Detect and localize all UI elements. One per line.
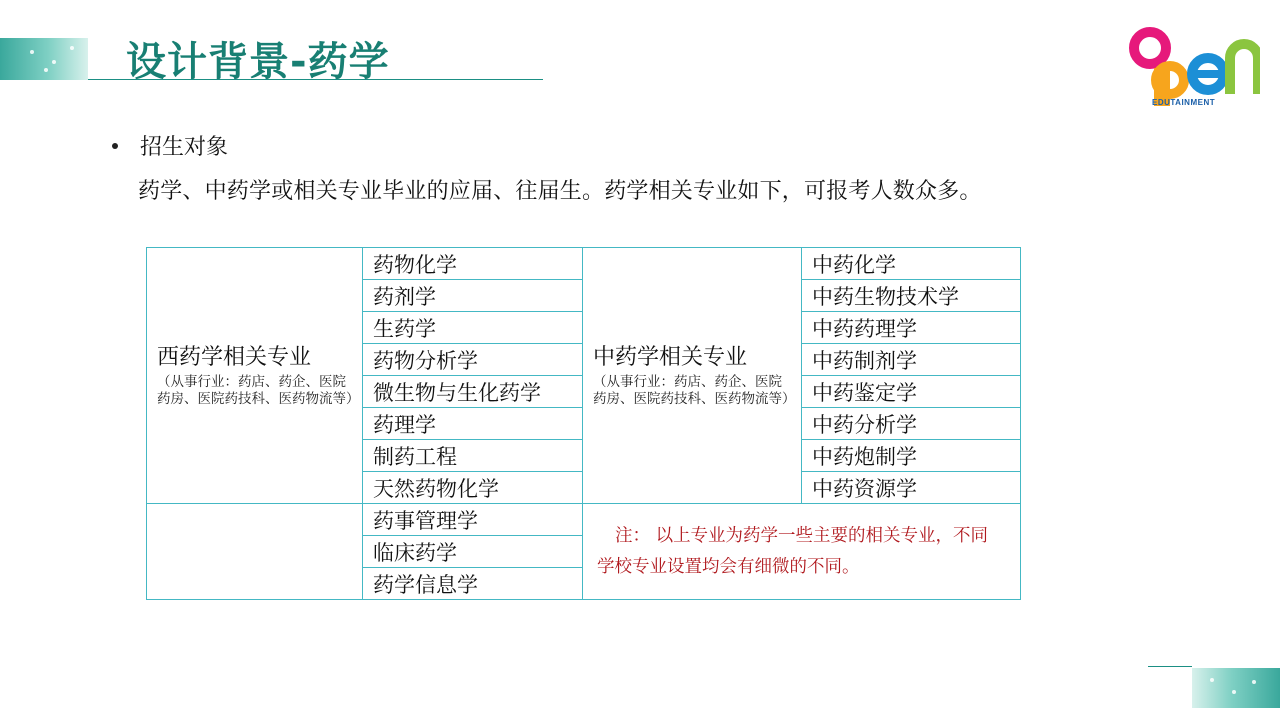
note-text: 注： 以上专业为药学一些主要的相关专业，不同学校专业设置均会有细微的不同。 — [583, 504, 1021, 600]
page-title: 设计背景-药学 — [126, 39, 390, 85]
western-item: 生药学 — [363, 312, 583, 344]
chinese-group-cell — [583, 248, 802, 504]
corner-line-bottom-right — [1148, 666, 1192, 667]
chinese-item: 中药资源学 — [802, 472, 1021, 504]
western-item: 临床药学 — [363, 536, 583, 568]
chinese-item: 中药鉴定学 — [802, 376, 1021, 408]
western-item: 药理学 — [363, 408, 583, 440]
majors-table — [146, 247, 1021, 600]
description-text: 药学、中药学或相关专业毕业的应届、往届生。药学相关专业如下，可报考人数众多。 — [138, 179, 982, 204]
chinese-item: 中药化学 — [802, 248, 1021, 280]
chinese-group-subtitle: （从事行业：药店、药企、医院药房、医院药技科、医药物流等） — [593, 373, 796, 407]
western-item: 药物分析学 — [363, 344, 583, 376]
western-item: 微生物与生化药学 — [363, 376, 583, 408]
chinese-group-title: 中药学相关专业 — [593, 344, 748, 370]
western-group-subtitle: （从事行业：药店、药企、医院药房、医院药技科、医药物流等） — [157, 373, 360, 407]
chinese-item: 中药药理学 — [802, 312, 1021, 344]
corner-decoration-bottom-right — [1192, 668, 1280, 708]
western-item: 药事管理学 — [363, 504, 583, 536]
western-item: 天然药物化学 — [363, 472, 583, 504]
chinese-item: 中药炮制学 — [802, 440, 1021, 472]
western-item: 药剂学 — [363, 280, 583, 312]
western-item: 药物化学 — [363, 248, 583, 280]
bullet-label: 招生对象 — [140, 135, 229, 160]
western-item: 制药工程 — [363, 440, 583, 472]
chinese-item: 中药制剂学 — [802, 344, 1021, 376]
western-item: 药学信息学 — [363, 568, 583, 600]
chinese-item: 中药生物技术学 — [802, 280, 1021, 312]
chinese-item: 中药分析学 — [802, 408, 1021, 440]
corner-decoration-top-left — [0, 38, 88, 80]
western-group-cell — [147, 248, 363, 504]
western-group-spacer — [147, 504, 363, 600]
bullet-item — [112, 130, 228, 161]
bullet-icon — [112, 143, 118, 149]
logo-brand-text: EDUTAINMENT — [1152, 98, 1216, 107]
western-group-title: 西药学相关专业 — [157, 344, 312, 370]
